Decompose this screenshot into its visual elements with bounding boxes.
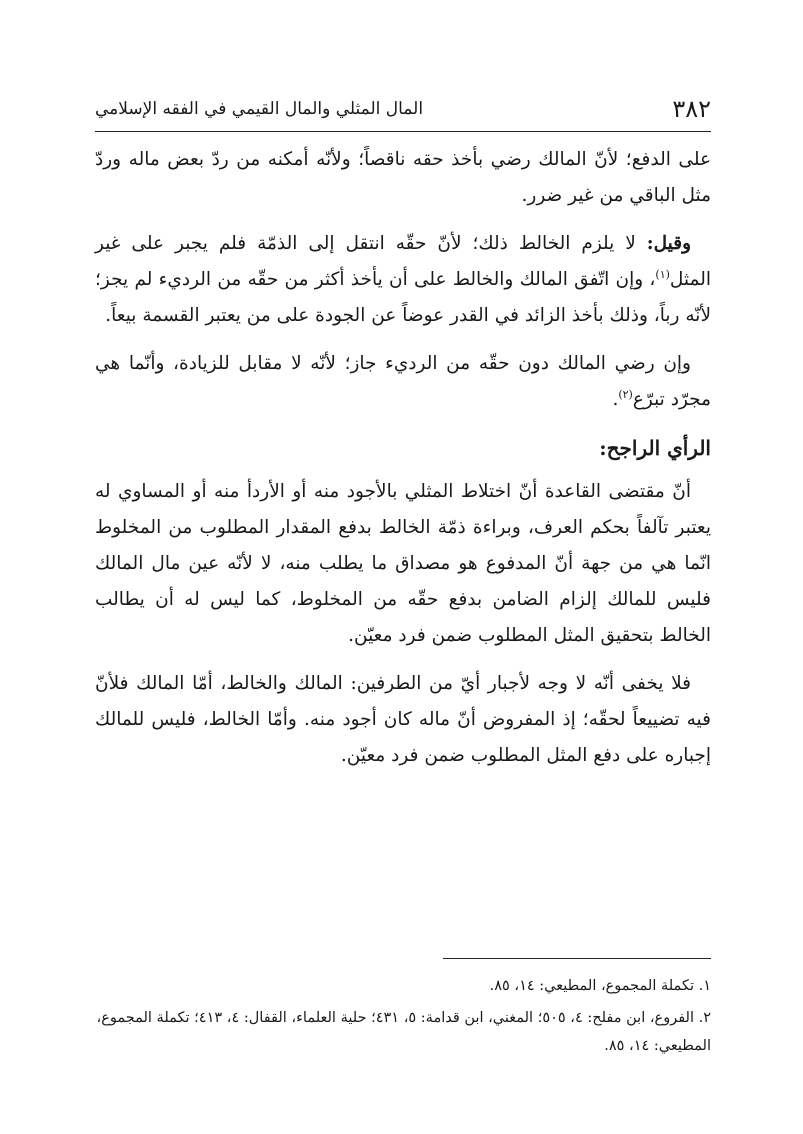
paragraph-2-text-b: ، وإن اتّفق المالك والخالط على أن يأخذ أكثر من حقّه من الرديء لم يجز؛ لأنّه رباً، وذلك بأخذ الزائد في القدر عوضاً عن الجودة على من يعتبر القسمة بيعاً. <box>95 269 711 326</box>
paragraph-5: فلا يخفى أنّه لا وجه لأجبار أيّ من الطرفين: المالك والخالط، أمّا المالك فلأنّ فيه تضييعاً لحقّه؛ إذ المفروض أنّ ماله كان أجود منه. وأمّا الخالط، فليس للمالك إجباره على دفع المثل المطلوب ضمن فرد معيّن. <box>95 673 711 766</box>
paragraph-3-end: . <box>612 389 619 410</box>
footnotes <box>95 972 711 1064</box>
paragraph-1: على الدفع؛ لأنّ المالك رضي بأخذ حقه ناقصاً؛ ولأنّه أمكنه من ردّ بعض ماله وردّ مثل الباقي من غير ضرر. <box>95 149 711 206</box>
paragraph-3 <box>95 346 711 418</box>
paragraph-2-lead: وقيل: <box>646 233 691 254</box>
paragraph-4: أنّ مقتضى القاعدة أنّ اختلاط المثلي بالأجود منه أو الأردأ منه أو المساوي له يعتبر تآلفاً بحكم العرف، وبراءة ذمّة الخالط بدفع المقدار المطلوب من المخلوط انّما هي من جهة أنّ المدفوع هو مصداق ما يطلب منه، لا لأنّه عين مال المالك فليس للمالك إلزام الضامن بدفع حقّه من المخلوط، كما ليس له أن يطالب الخالط بتحقيق المثل المطلوب ضمن فرد معيّن. <box>95 481 711 646</box>
book-page <box>95 0 711 1134</box>
running-title: المال المثلي والمال القيمي في الفقه الإسلامي <box>95 99 424 119</box>
footnote-ref-1: (١) <box>655 267 670 281</box>
paragraph-2-text-a: لا يلزم الخالط ذلك؛ لأنّ حقّه انتقل إلى الذمّة فلم يجبر على غير المثل <box>95 233 711 290</box>
footnote-1: ١. تكملة المجموع، المطيعي: ١٤، ٨٥. <box>489 978 711 994</box>
section-heading: الرأي الراجح: <box>599 436 711 460</box>
page-number: ٣٨٢ <box>672 95 711 123</box>
paragraph-2 <box>95 226 711 334</box>
paragraph-3-text: وإن رضي المالك دون حقّه من الرديء جاز؛ لأنّه لا مقابل للزيادة، وأنّما هي مجرّد تبرّع <box>95 353 711 410</box>
header-divider <box>95 131 711 132</box>
footnote-ref-2: (٢) <box>618 387 633 401</box>
footnote-2: ٢. الفروع، ابن مفلح: ٤، ٥٠٥؛ المغني، ابن قدامة: ٥، ٤٣١؛ حلية العلماء، القفال: ٤، ٤١٣؛ تكملة المجموع، المطيعي: ١٤، ٨٥. <box>96 1010 711 1054</box>
page-body <box>95 142 711 786</box>
page-header <box>95 92 711 126</box>
footnote-divider <box>443 958 711 959</box>
